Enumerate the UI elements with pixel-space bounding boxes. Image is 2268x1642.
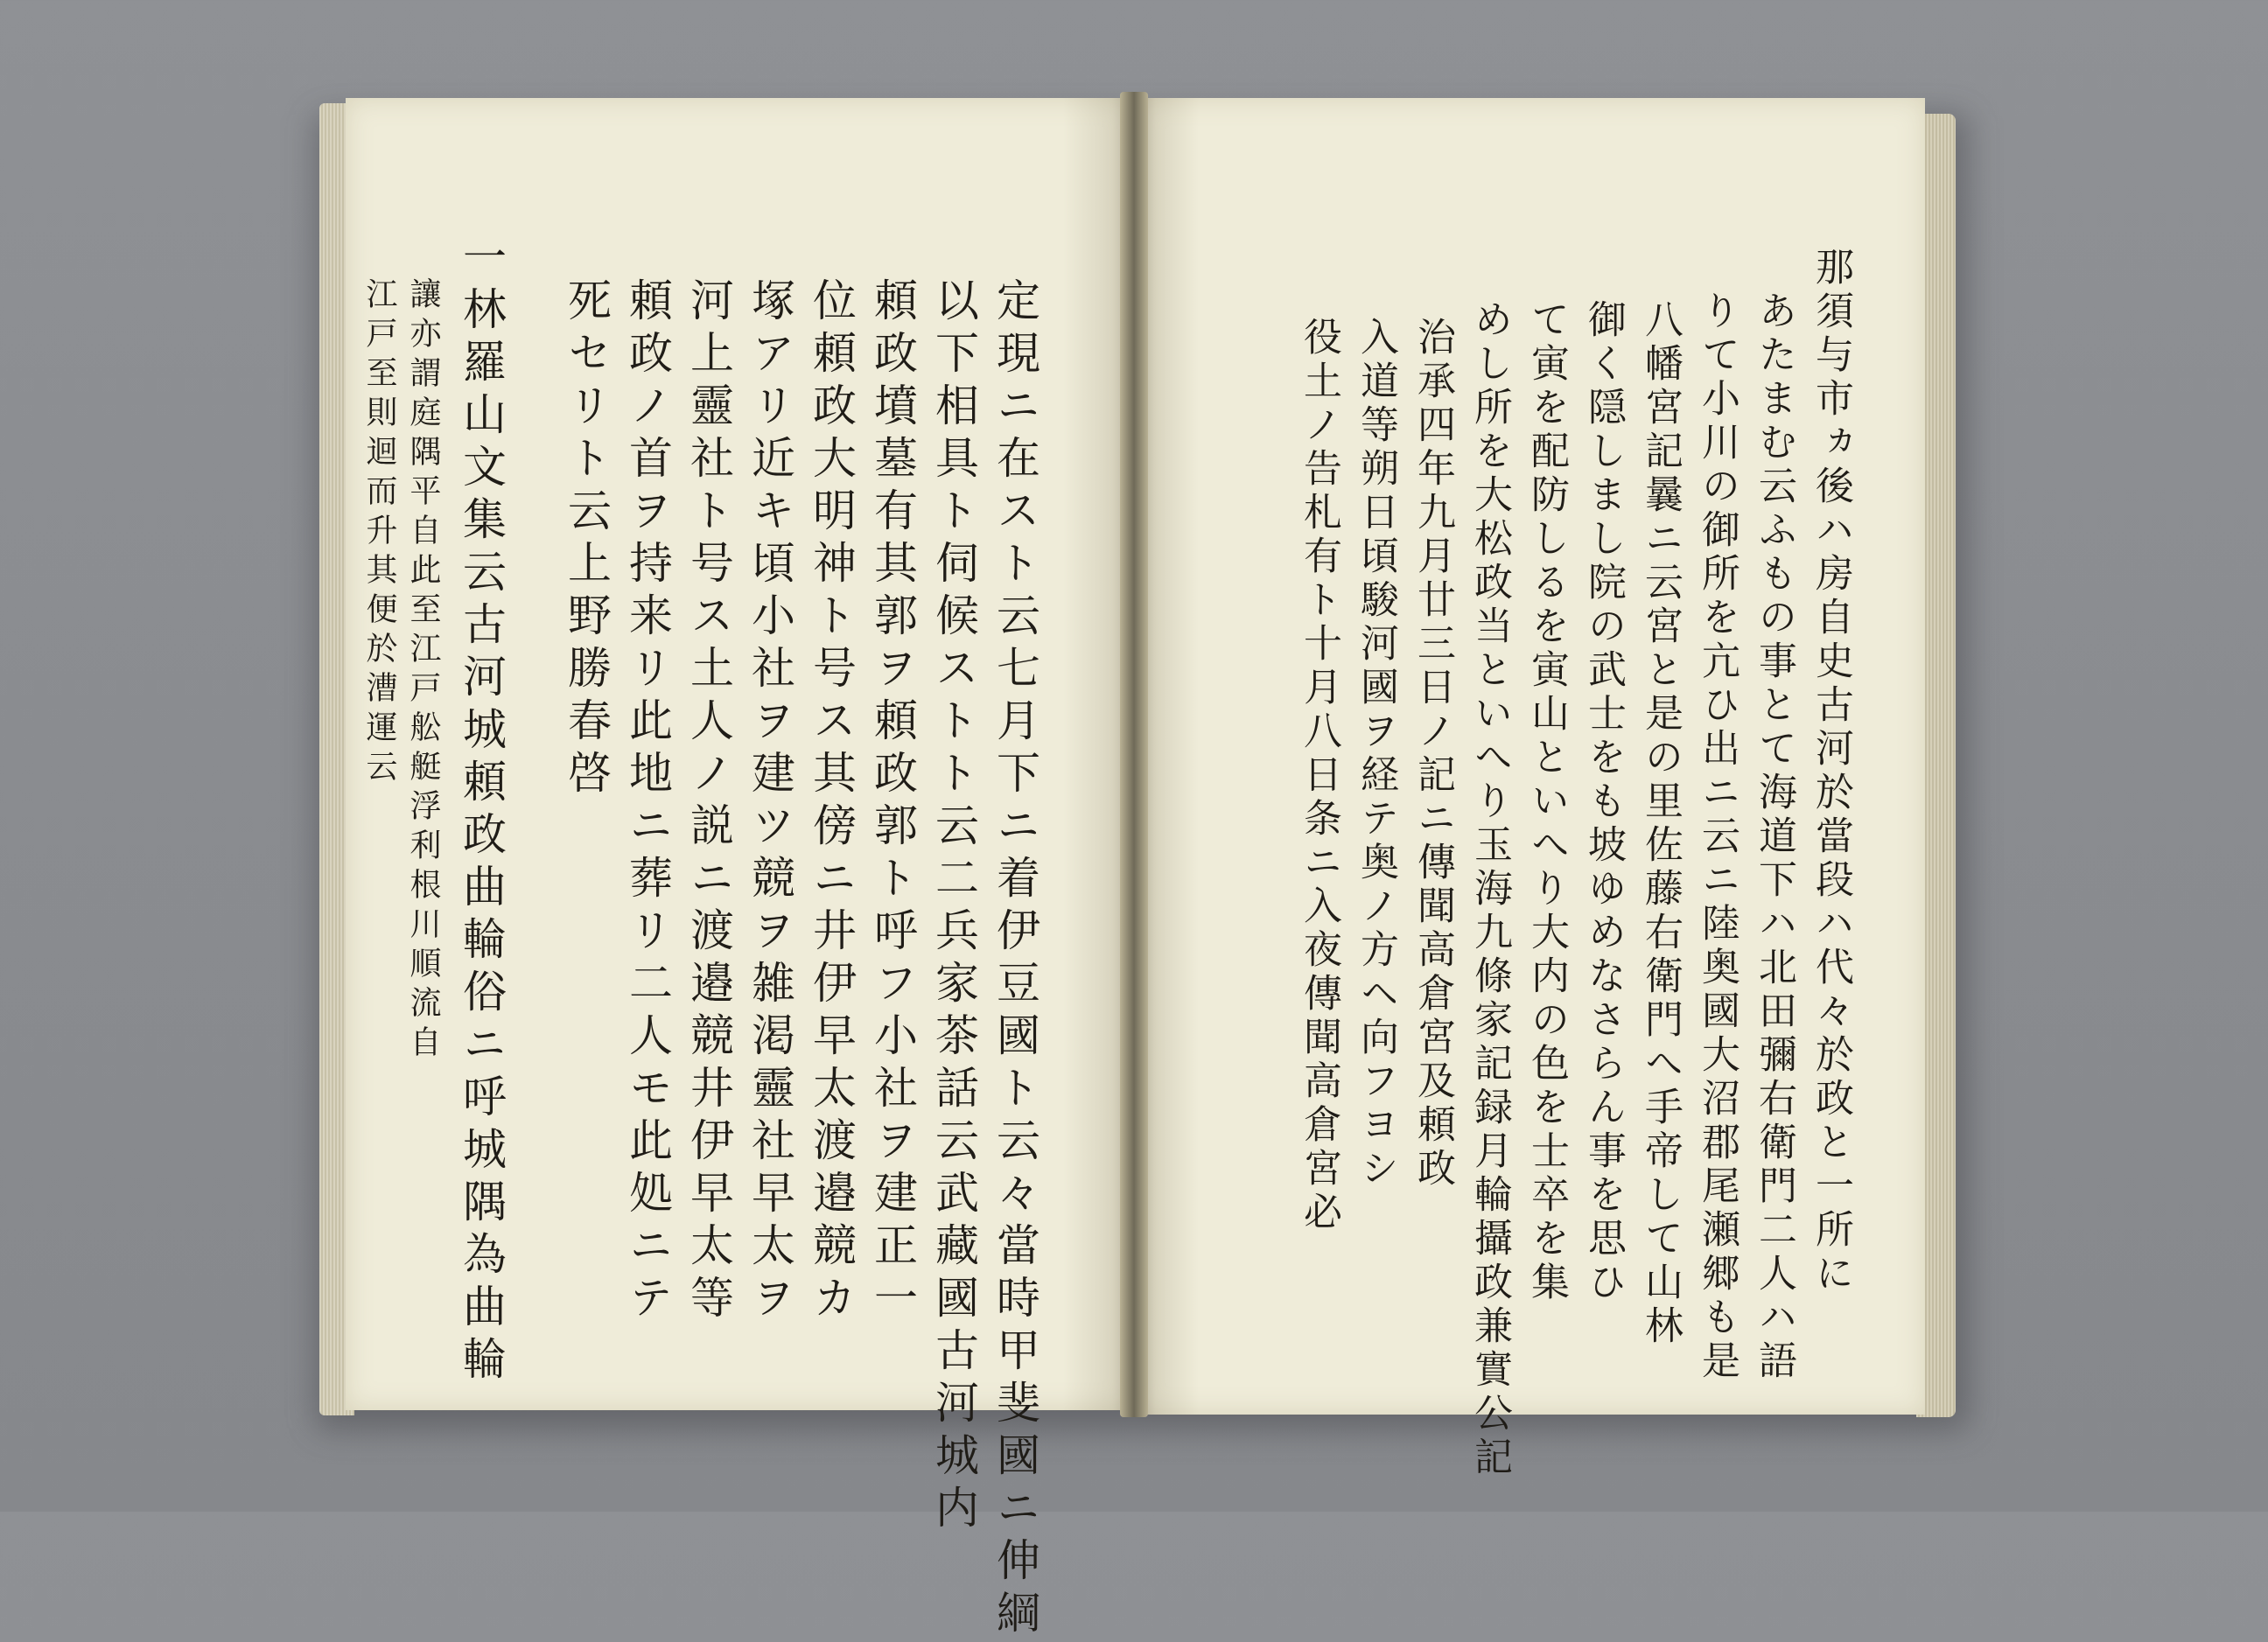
left-column-10: 讓亦謂庭隅平自此至江戸舩艇浮利根川順流自 (405, 277, 441, 1065)
right-column-1: 那須与市ヵ後ハ房自史古河於當段ハ代々於政と一所に (1809, 247, 1853, 1296)
right-column-2: あたまむ云ふもの事とて海道下ハ北田彌右衛門二人ハ語 (1752, 290, 1796, 1384)
book-spine (1120, 92, 1148, 1417)
left-column-8: 死セリト云上野勝春啓 (561, 277, 612, 802)
right-column-10: 役土ノ告札有ト十月八日条ニ入夜傳聞高倉宮必 (1297, 317, 1341, 1235)
left-column-3: 頼政墳墓有其郭ヲ頼政郭ト呼フ小社ヲ建正一 (867, 277, 918, 1327)
right-column-7: めし所を大松政当といへり玉海九條家記録月輪攝政兼實公記 (1467, 299, 1512, 1480)
left-column-4: 位頼政大明神ト号ス其傍ニ井伊早太渡邉競カ (806, 277, 857, 1327)
left-column-7: 頼政ノ首ヲ持来リ此地ニ葬リ二人モ此処ニテ (622, 277, 673, 1327)
left-column-6: 河上靈社ト号ス土人ノ説ニ渡邉競井伊早太等 (683, 277, 734, 1327)
right-column-8: 治承四年九月廿三日ノ記ニ傳聞高倉宮及頼政 (1410, 317, 1455, 1191)
left-column-5: 塚アリ近キ頃小社ヲ建ツ競ヲ雑渇靈社早太ヲ (745, 277, 795, 1327)
right-column-4: 八幡宮記曩ニ云宮と是の里佐藤右衛門へ手帝して山林 (1638, 299, 1683, 1349)
right-column-3: りて小川の御所を亢ひ出ニ云ニ陸奥國大沼郡尾瀬郷も是 (1695, 290, 1740, 1384)
right-column-9: 入道等朔日頃駿河國ヲ経テ奥ノ方ヘ向フヨシ (1354, 317, 1398, 1191)
left-column-2: 以下相具ト伺候ストト云二兵家茶話云武藏國古河城内 (928, 277, 979, 1537)
right-column-5: 御く隠しまし院の武士をも坡ゆめなさらん事を思ひ (1581, 299, 1626, 1305)
left-column-9: 一林羅山文集云古河城頼政曲輪俗ニ呼城隅為曲輪 (456, 234, 507, 1388)
left-column-11: 江戸至則迴而升其便於漕運云 (361, 277, 397, 789)
right-column-6: て寅を配防しるを寅山といへり大内の色を士卒を集 (1524, 299, 1569, 1305)
right-page (1138, 98, 1925, 1480)
left-page (346, 98, 1133, 1642)
left-column-1: 定現ニ在スト云七月下ニ着伊豆國ト云々當時甲斐國ニ伸綱 (990, 277, 1040, 1642)
